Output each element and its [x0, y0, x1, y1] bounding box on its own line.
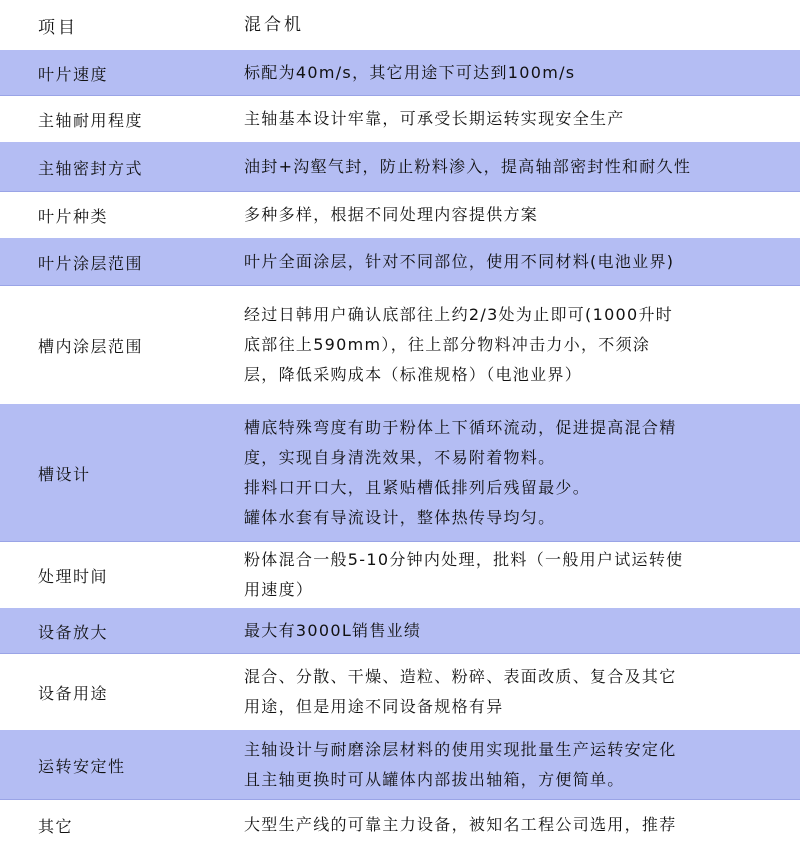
row-label: 设备放大 [38, 622, 109, 642]
table-row [0, 192, 800, 238]
row-label: 设备用途 [38, 683, 109, 703]
row-value [236, 413, 800, 533]
row-value [236, 616, 800, 646]
table-row [0, 238, 800, 286]
row-label: 叶片种类 [38, 206, 109, 226]
value-line: 经过日韩用户确认底部往上约2/3处为止即可(1000升时 [244, 305, 674, 324]
table-row [0, 800, 800, 850]
value-line: 多种多样，根据不同处理内容提供方案 [244, 205, 539, 224]
value-line: 罐体水套有导流设计，整体热传导均匀。 [244, 508, 556, 527]
header-row [0, 0, 800, 50]
row-value [236, 104, 800, 134]
value-line: 度，实现自身清洗效果，不易附着物料。 [244, 448, 556, 467]
row-label: 处理时间 [38, 566, 109, 586]
value-line: 主轴基本设计牢靠，可承受长期运转实现安全生产 [244, 109, 625, 128]
row-value [236, 152, 800, 182]
value-line: 主轴设计与耐磨涂层材料的使用实现批量生产运转安定化 [244, 740, 677, 759]
value-line: 排料口开口大，且紧贴槽低排列后残留最少。 [244, 478, 591, 497]
value-line: 用速度） [244, 580, 314, 599]
value-line: 叶片全面涂层，针对不同部位，使用不同材料(电池业界) [244, 252, 675, 271]
row-divider [0, 799, 800, 800]
row-divider [0, 653, 800, 654]
value-line: 粉体混合一般5-10分钟内处理，批料（一般用户试运转使 [244, 550, 684, 569]
value-line: 层，降低采购成本（标准规格）（电池业界） [244, 365, 583, 384]
row-label: 主轴密封方式 [38, 158, 144, 178]
row-value [236, 810, 800, 840]
row-label: 运转安定性 [38, 756, 126, 776]
row-value [236, 735, 800, 795]
table-row [0, 730, 800, 800]
row-divider [0, 541, 800, 542]
value-line: 底部往上590mm），往上部分物料冲击力小，不须涂 [244, 335, 651, 354]
value-line: 且主轴更换时可从罐体内部拔出轴箱，方便简单。 [244, 770, 625, 789]
value-line: 最大有3000L销售业绩 [244, 621, 422, 640]
row-value [236, 545, 800, 605]
row-divider [0, 285, 800, 286]
value-line: 槽底特殊弯度有助于粉体上下循环流动，促进提高混合精 [244, 418, 677, 437]
header-product-label: 混合机 [244, 15, 304, 35]
row-label: 叶片涂层范围 [38, 253, 144, 273]
table-row [0, 50, 800, 96]
table-row [0, 608, 800, 654]
row-label: 其它 [38, 816, 74, 836]
row-value [236, 662, 800, 722]
value-line: 大型生产线的可靠主力设备，被知名工程公司选用，推荐 [244, 815, 677, 834]
row-label: 槽设计 [38, 464, 91, 484]
table-row [0, 654, 800, 730]
row-value [236, 58, 800, 88]
row-divider [0, 191, 800, 192]
value-line: 混合、分散、干燥、造粒、粉碎、表面改质、复合及其它 [244, 667, 677, 686]
table-row [0, 404, 800, 542]
row-label: 主轴耐用程度 [38, 110, 144, 130]
row-value [236, 200, 800, 230]
row-divider [0, 95, 800, 96]
row-value [236, 247, 800, 277]
value-line: 标配为40m/s，其它用途下可达到100m/s [244, 63, 576, 82]
table-row [0, 286, 800, 404]
value-line: 用途，但是用途不同设备规格有异 [244, 697, 504, 716]
header-item-label: 项目 [38, 17, 78, 38]
row-value [236, 300, 800, 390]
table-row [0, 142, 800, 192]
row-label: 槽内涂层范围 [38, 336, 144, 356]
value-line: 油封+沟壑气封，防止粉料渗入，提高轴部密封性和耐久性 [244, 157, 692, 176]
table-row [0, 542, 800, 608]
table-row [0, 96, 800, 142]
row-label: 叶片速度 [38, 64, 109, 84]
